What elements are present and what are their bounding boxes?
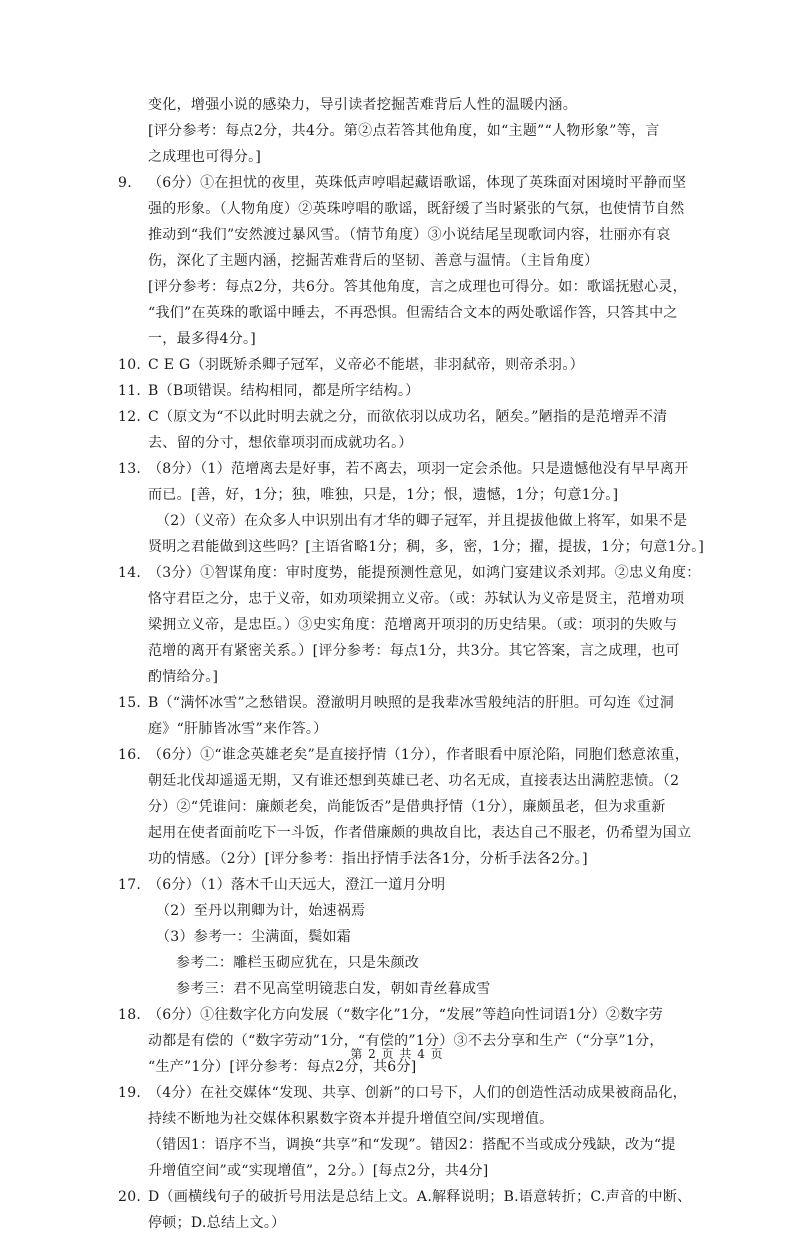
text-line: 持续不断地为社交媒体积累数字资本并提升增值空间/实现增值。 — [148, 1111, 554, 1127]
text-line: 之成理也可得分。] — [148, 149, 262, 165]
text-line: 伤，深化了主题内涵，挖掘苦难背后的坚韧、善意与温情。（主旨角度） — [148, 253, 599, 269]
text-line: [评分参考：每点2分，共6分。答其他角度，言之成理也可得分。如：歌谣抚慰心灵， — [148, 279, 687, 295]
item-number: 20. — [118, 1189, 142, 1205]
item-number: 19. — [118, 1085, 142, 1101]
text-line: 朝廷北伐却遥遥无期，又有谁还想到英雄已老、功名无成，直接表达出满腔悲愤。（2 — [148, 773, 680, 789]
text-line: 范增的离开有紧密关系。）[评分参考：每点1分，共3分。其它答案，言之成理，也可 — [148, 643, 680, 659]
text-line: （4分）在社交媒体“发现、共享、创新”的口号下，人们的创造性活动成果被商品化， — [148, 1085, 687, 1101]
text-line: （6分）①在担忧的夜里，英珠低声哼唱起藏语歌谣，体现了英珠面对困境时平静而坚 — [148, 175, 687, 191]
text-line: C（原文为“不以此时明去就之分，而欲依羽以成功名，陋矣。”陋指的是范增弄不清 — [148, 409, 668, 425]
text-line: 参考二：雕栏玉砌应犹在，只是朱颜改 — [176, 955, 420, 971]
text-line: 而已。[善，好，1分；独，唯独，只是，1分；恨，遗憾，1分；句意1分。] — [148, 487, 619, 503]
text-line: 去、留的分寸，想依靠项羽而成就功名。） — [148, 435, 413, 451]
text-line: 强的形象。（人物角度）②英珠哼唱的歌谣，既舒缓了当时紧张的气氛，也使情节自然 — [148, 201, 685, 217]
text-line: 升增值空间”或“实现增值”，2分。）[每点2分，共4分] — [148, 1163, 489, 1179]
text-line: （3分）①智谋角度：审时度势，能提预测性意见，如鸿门宴建议杀刘邦。②忠义角度： — [148, 565, 701, 581]
answer-item-14 — [118, 560, 701, 690]
text-line: [评分参考：每点2分，共4分。第②点若答其他角度，如“主题”“人物形象”等，言 — [148, 123, 660, 139]
text-line: B（B项错误。结构相同，都是所字结构。） — [148, 383, 420, 399]
answer-item-12 — [118, 404, 688, 456]
item-number: 15. — [118, 695, 142, 711]
answer-content — [118, 92, 705, 1236]
item-number: 17. — [118, 877, 142, 893]
answer-item-9 — [118, 170, 688, 352]
text-line: C E G（羽既矫杀卿子冠军，义帝必不能堪，非羽弑帝，则帝杀羽。） — [148, 357, 584, 373]
text-line: （3）参考一：尘满面，鬓如霜 — [156, 929, 352, 945]
text-line: “我们”在英珠的歌谣中睡去，不再恐惧。但需结合文本的两处歌谣作答，只答其中之 — [148, 305, 678, 321]
text-line: D（画横线句子的破折号用法是总结上文。A.解释说明；B.语意转折；C.声音的中断、 — [148, 1189, 692, 1205]
text-line: 动都是有偿的（“数字劳动”1分，“有偿的”1分）③不去分享和生产（“分享”1分， — [148, 1033, 664, 1049]
text-line: 停顿；D.总结上文。） — [148, 1215, 286, 1231]
answer-item-15 — [118, 690, 688, 742]
text-line: 推动到“我们”安然渡过暴风雪。（情节角度）③小说结尾呈现歌词内容，壮丽亦有哀 — [148, 227, 671, 243]
page-footer: 第 2 页 共 4 页 — [350, 1047, 444, 1061]
text-line: 起用在使者面前吃下一斗饭，作者借廉颇的典故自比，表达自己不服老，仍希望为国立 — [148, 825, 692, 841]
text-line: 庭》“肝肺皆冰雪”来作答。） — [148, 721, 328, 737]
text-line: 梁拥立义帝，是忠臣。）③史实角度：范增离开项羽的历史结果。（或：项羽的失败与 — [148, 617, 678, 633]
text-line: （错因1：语序不当，调换“共享”和“发现”。错因2：搭配不当或成分残缺，改为“提 — [148, 1137, 676, 1153]
text-line: 参考三：君不见高堂明镜悲白发，朝如青丝暮成雪 — [176, 981, 491, 997]
item-number: 14. — [118, 565, 142, 581]
answer-item-20 — [118, 1184, 692, 1236]
text-line: （8分）（1）范增离去是好事，若不离去，项羽一定会杀他。只是遗憾他没有早早离开 — [148, 461, 689, 477]
answer-item-16 — [118, 742, 692, 872]
item-number: 11. — [118, 383, 142, 399]
item-number: 13. — [118, 461, 142, 477]
text-line: “生产”1分）[评分参考：每点2分，共6分] — [148, 1059, 417, 1075]
text-line: （2）至丹以荆卿为计，始速祸焉 — [156, 903, 366, 919]
item-number: 10. — [118, 357, 142, 373]
answer-item-13 — [118, 456, 705, 560]
text-line: （2）（义帝）在众多人中识别出有才华的卿子冠军，并且提拔他做上将军，如果不是 — [156, 513, 688, 529]
answer-item-19 — [118, 1080, 688, 1184]
answer-item-10 — [118, 352, 688, 378]
text-line: 功的情感。（2分）[评分参考：指出抒情手法各1分，分析手法各2分。] — [148, 851, 588, 867]
text-line: （6分）①“谁念英雄老矣”是直接抒情（1分），作者眼看中原沦陷，同胞们愁意浓重， — [148, 747, 690, 763]
text-line: 恪守君臣之分，忠于义帝，如劝项梁拥立义帝。（或：苏轼认为义帝是贤主，范增劝项 — [148, 591, 685, 607]
text-line: 变化，增强小说的感染力，导引读者挖掘苦难背后人性的温暖内涵。 — [148, 97, 577, 113]
item-number: 9. — [118, 175, 132, 191]
text-line: （6分）（1）落木千山天远大，澄江一道月分明 — [148, 877, 446, 893]
answer-item-17 — [118, 872, 688, 1002]
text-line: 酌情给分。] — [148, 669, 219, 685]
answer-item-18 — [118, 1002, 688, 1080]
item-number: 12. — [118, 409, 142, 425]
text-line: （6分）①往数字化方向发展（“数字化”1分，“发展”等趋向性词语1分）②数字劳 — [148, 1007, 664, 1023]
item-number: 18. — [118, 1007, 142, 1023]
text-line: 一，最多得4分。] — [148, 331, 257, 347]
text-line: 分）②“凭谁问：廉颇老矣，尚能饭否”是借典抒情（1分），廉颇虽老，但为求重新 — [148, 799, 666, 815]
answer-item-11 — [118, 378, 688, 404]
text-line: B（“满怀冰雪”之愁错误。澄澈明月映照的是我辈冰雪般纯洁的肝胆。可勾连《过洞 — [148, 695, 674, 711]
text-line: 贤明之君能做到这些吗？[主语省略1分；稠，多，密，1分；擢，提拔，1分；句意1分。] — [148, 539, 705, 555]
item-number: 16. — [118, 747, 142, 763]
item-8-continuation — [148, 92, 688, 170]
